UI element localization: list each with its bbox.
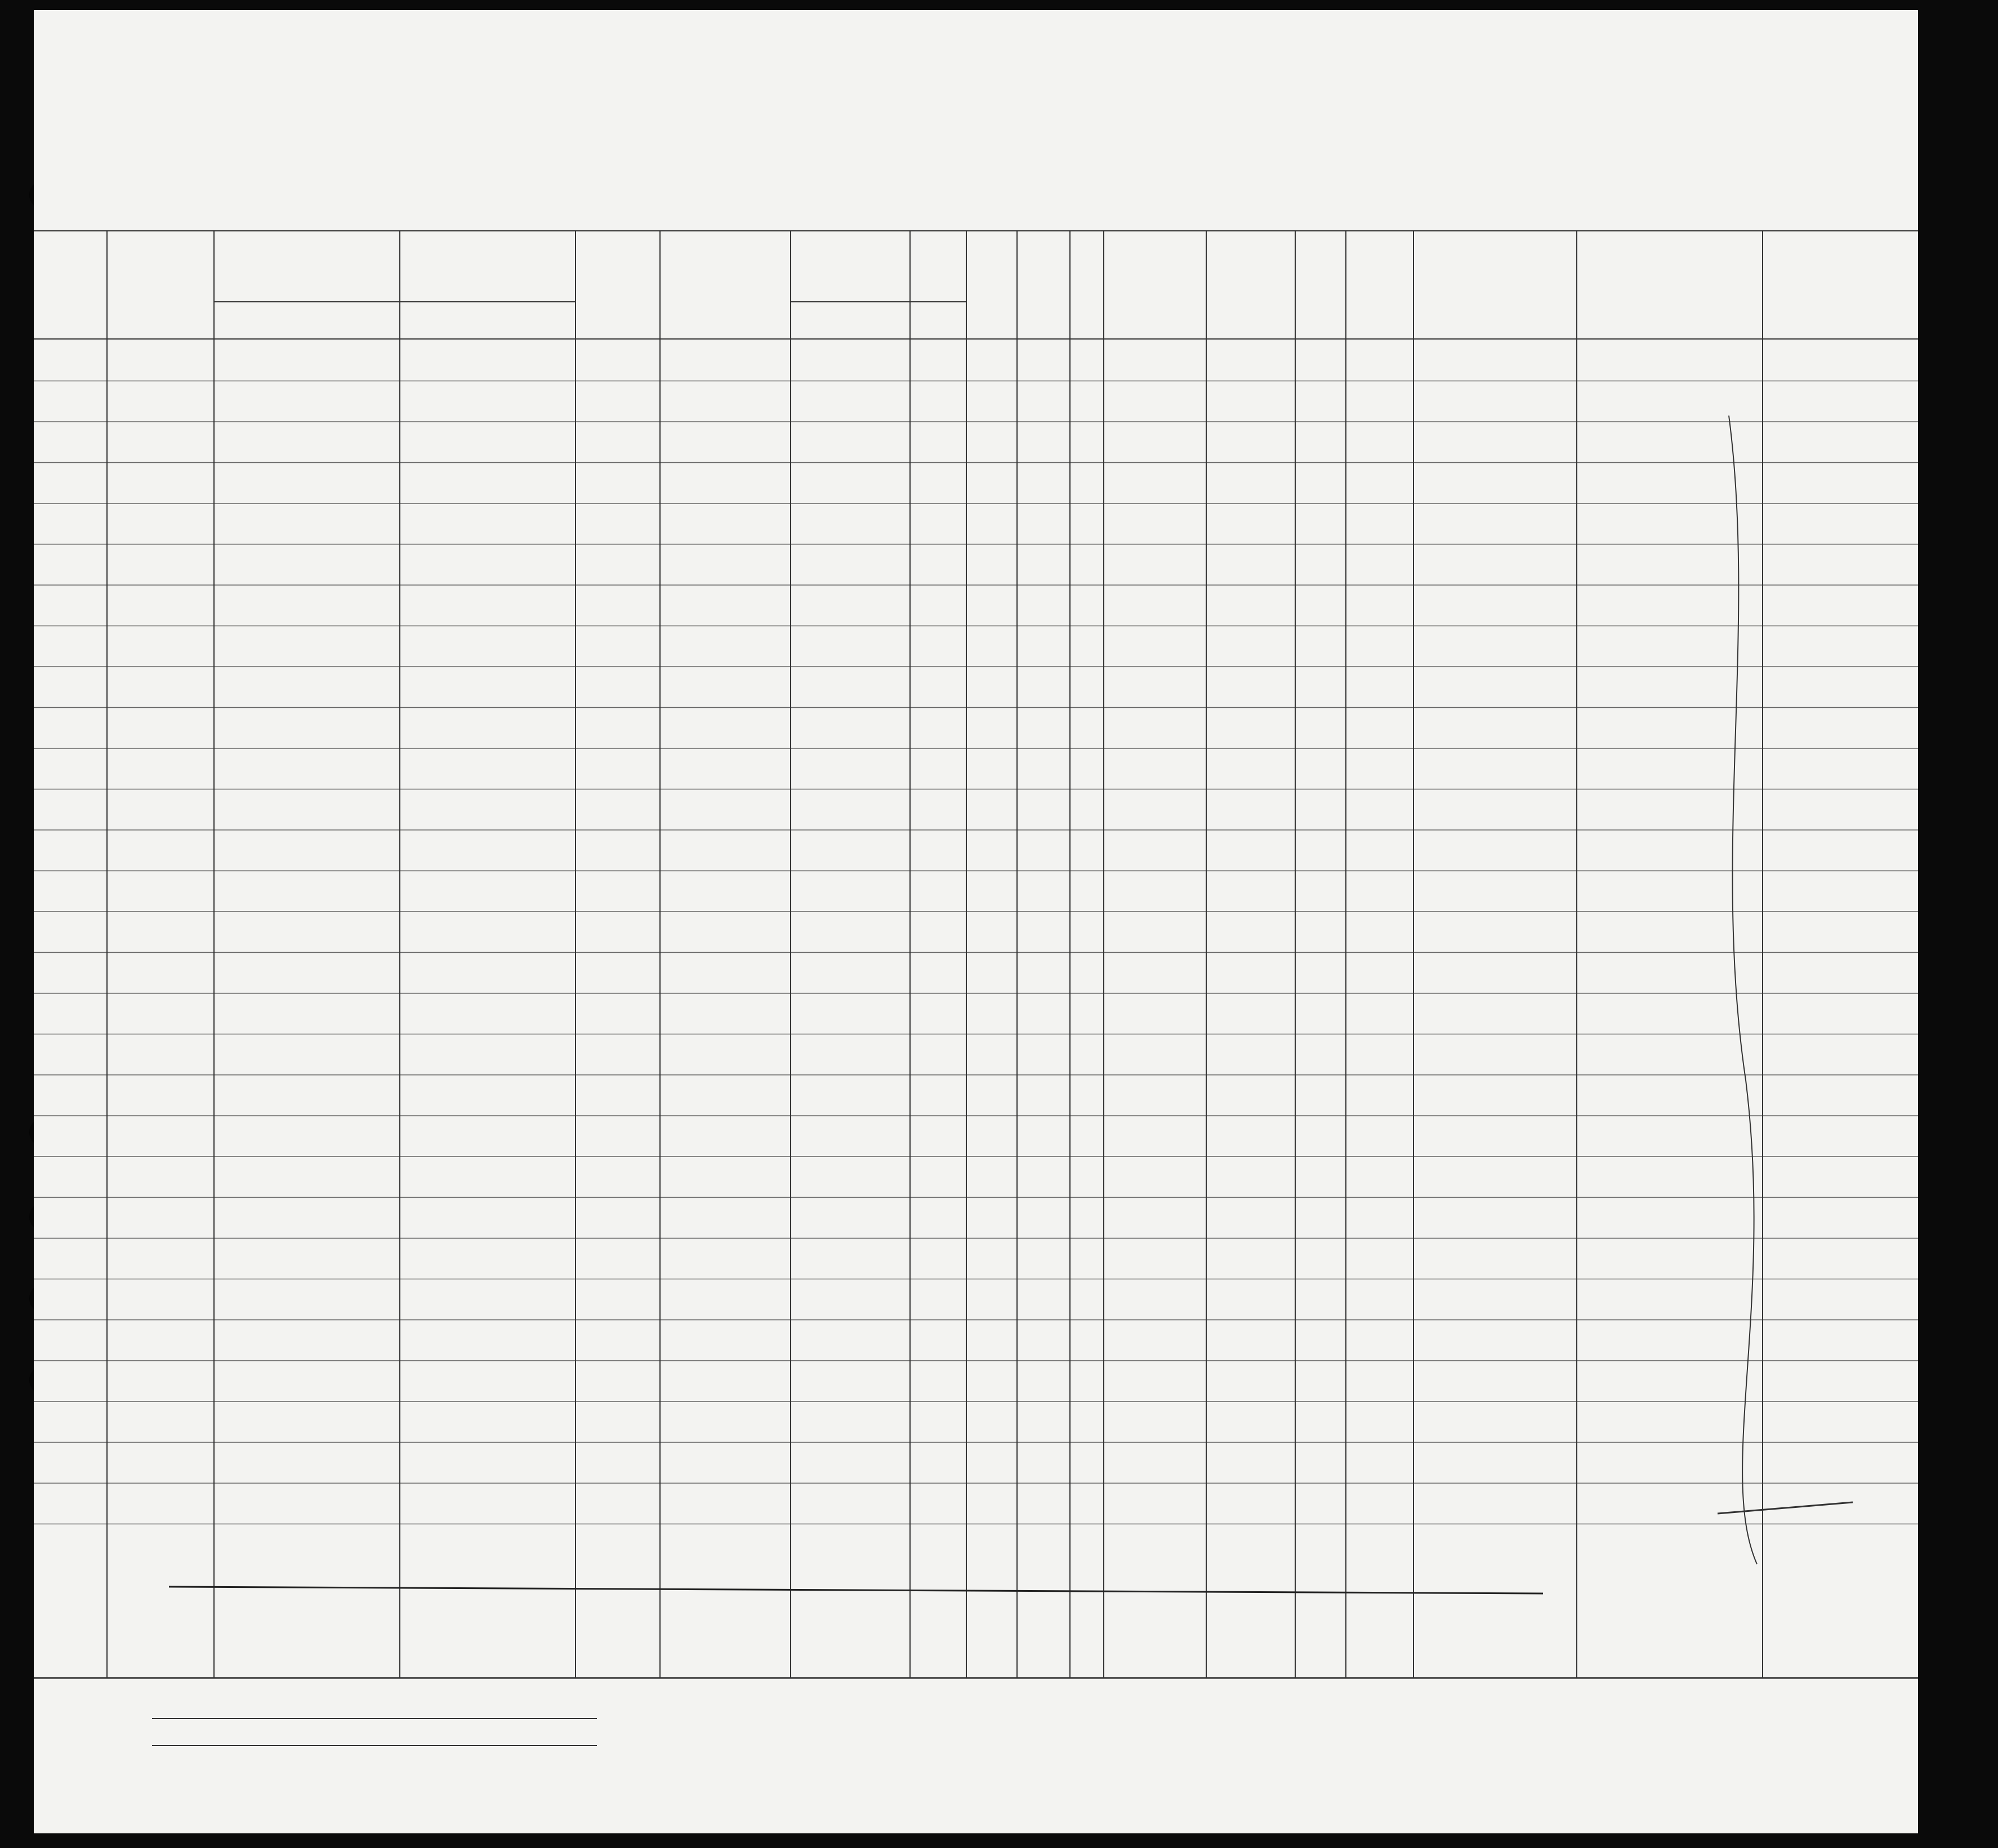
- requirement-text: [96, 120, 1858, 137]
- footer-rules: [152, 1715, 603, 1766]
- table-grid: [34, 10, 1918, 1833]
- manifest-sheet: [34, 10, 1918, 1833]
